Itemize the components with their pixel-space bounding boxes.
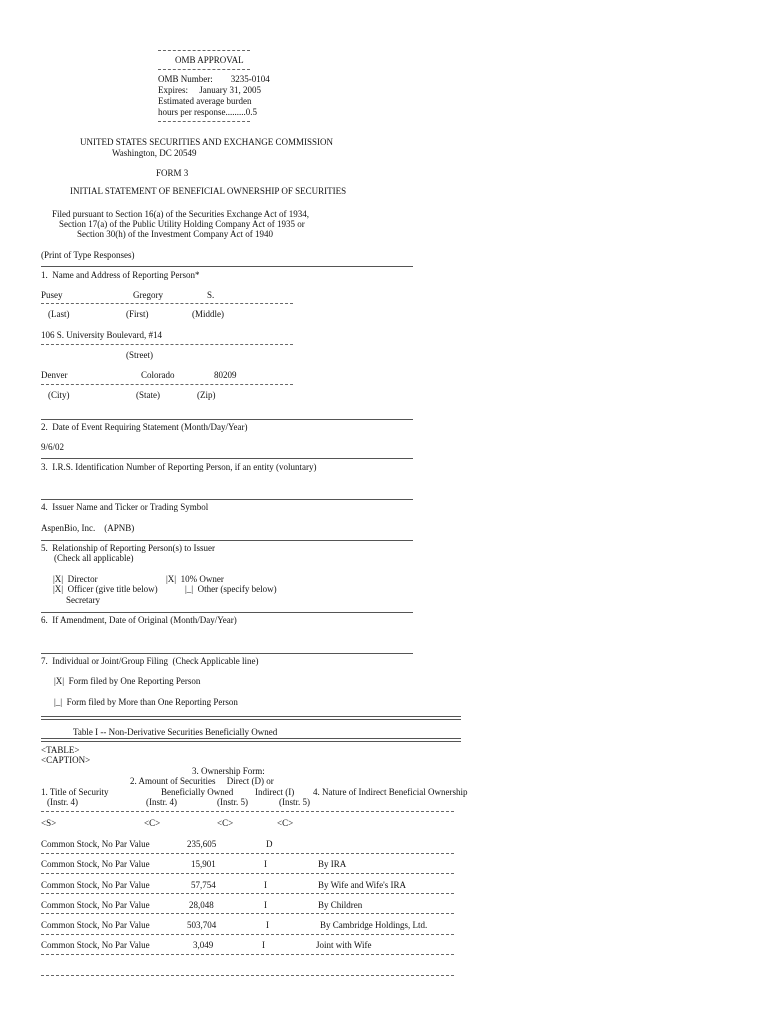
section-rule-2 xyxy=(41,419,413,420)
item2-label: 2. Date of Event Requiring Statement (Month/Day/Year) xyxy=(41,422,248,432)
row-1-form: D xyxy=(266,839,273,849)
name-first: Gregory xyxy=(133,290,163,300)
row-4-nature: By Children xyxy=(318,900,363,910)
row-2-nature: By IRA xyxy=(318,859,347,869)
form-number: FORM 3 xyxy=(156,168,189,178)
row-5-amount: 503,704 xyxy=(187,920,217,930)
section-rule-5 xyxy=(41,540,413,541)
name-last: Pusey xyxy=(41,290,63,300)
item6-label: 6. If Amendment, Date of Original (Month/Day/Year) xyxy=(41,615,237,625)
row-3-form: I xyxy=(264,880,267,890)
filed-line-1: Filed pursuant to Section 16(a) of the Securities Exchange Act of 1934, xyxy=(52,209,309,219)
zip-value: 80209 xyxy=(214,370,237,380)
col2-instr: (Instr. 4) xyxy=(146,797,177,807)
item2-value: 9/6/02 xyxy=(41,442,65,452)
print-instruction: (Print of Type Responses) xyxy=(41,250,135,260)
city-label: (City) xyxy=(48,390,70,400)
col3-header-b: Indirect (I) xyxy=(255,787,295,797)
omb-number: OMB Number: 3235-0104 xyxy=(158,74,270,84)
table-top-rule xyxy=(41,716,461,720)
officer-checkbox: |X| Officer (give title below) xyxy=(53,584,158,594)
row-5-rule xyxy=(41,934,454,935)
row-2-rule xyxy=(41,873,454,874)
row-1-amount: 235,605 xyxy=(187,839,217,849)
tag-c-3: <C> xyxy=(277,818,294,828)
officer-title: Secretary xyxy=(66,595,100,605)
section-rule-3 xyxy=(41,458,413,459)
street-label: (Street) xyxy=(126,350,153,360)
name-rule xyxy=(41,303,293,304)
owner-checkbox: |X| 10% Owner xyxy=(166,574,224,584)
tag-c-2: <C> xyxy=(217,818,234,828)
street-value: 106 S. University Boulevard, #14 xyxy=(41,330,162,340)
omb-bottom-rule xyxy=(158,121,250,122)
row-2-title: Common Stock, No Par Value xyxy=(41,859,150,869)
omb-burden-1: Estimated average burden xyxy=(158,96,252,106)
col4-header: 4. Nature of Indirect Beneficial Ownership xyxy=(313,787,468,797)
filed-line-2: Section 17(a) of the Public Utility Holding Company Act of 1935 or xyxy=(59,219,305,229)
omb-title: OMB APPROVAL xyxy=(175,55,244,65)
item3-label: 3. I.R.S. Identification Number of Reporting Person, if an entity (voluntary) xyxy=(41,462,317,472)
row-3-amount: 57,754 xyxy=(191,880,216,890)
row-3-rule xyxy=(41,893,454,894)
item4-value: AspenBio, Inc. (APNB) xyxy=(41,523,135,533)
row-1-rule xyxy=(41,853,454,854)
state-value: Colorado xyxy=(141,370,175,380)
omb-mid-rule xyxy=(158,69,250,70)
tag-c-1: <C> xyxy=(144,818,161,828)
row-5-nature: By Cambridge Holdings, Ltd. xyxy=(320,920,428,930)
row-3-nature: By Wife and Wife's IRA xyxy=(318,880,407,890)
col4-instr: (Instr. 5) xyxy=(279,797,310,807)
city-value: Denver xyxy=(41,370,68,380)
other-checkbox: |_| Other (specify below) xyxy=(185,584,277,594)
row-1-title: Common Stock, No Par Value xyxy=(41,839,150,849)
agency-city: Washington, DC 20549 xyxy=(112,148,197,158)
section-rule-7 xyxy=(41,653,413,654)
row-4-amount: 28,048 xyxy=(189,900,214,910)
tag-caption: <CAPTION> xyxy=(41,755,91,765)
col3-header-a: 3. Ownership Form: xyxy=(192,766,265,776)
table-title-rule xyxy=(41,738,461,742)
section-rule-1 xyxy=(41,266,413,267)
col2-header-b: Beneficially Owned xyxy=(161,787,234,797)
name-middle-label: (Middle) xyxy=(192,309,224,319)
item7-label: 7. Individual or Joint/Group Filing (Check Applicable line) xyxy=(41,656,259,666)
row-4-rule xyxy=(41,913,454,914)
tag-table: <TABLE> xyxy=(41,745,80,755)
row-6-nature: Joint with Wife xyxy=(316,940,372,950)
city-rule xyxy=(41,384,293,385)
omb-top-rule xyxy=(158,50,250,51)
omb-expires: Expires: January 31, 2005 xyxy=(158,85,261,95)
row-5-form: I xyxy=(266,920,269,930)
row-6-rule xyxy=(41,954,454,955)
one-person-checkbox: |X| Form filed by One Reporting Person xyxy=(54,676,201,686)
row-2-form: I xyxy=(264,859,267,869)
item5-label: 5. Relationship of Reporting Person(s) to Issuer xyxy=(41,543,215,553)
state-label: (State) xyxy=(136,390,160,400)
street-rule xyxy=(41,344,293,345)
row-6-amount: 3,049 xyxy=(193,940,214,950)
zip-label: (Zip) xyxy=(197,390,216,400)
row-6-title: Common Stock, No Par Value xyxy=(41,940,150,950)
item4-label: 4. Issuer Name and Ticker or Trading Symbol xyxy=(41,502,209,512)
col1-instr: (Instr. 4) xyxy=(47,797,78,807)
row-2-amount: 15,901 xyxy=(191,859,216,869)
table-bottom-rule xyxy=(41,975,454,976)
col2-header-a: 2. Amount of Securities Direct (D) or xyxy=(130,776,274,786)
section-rule-6 xyxy=(41,612,413,613)
more-persons-checkbox: |_| Form filed by More than One Reporting Person xyxy=(54,697,238,707)
table-title: Table I -- Non-Derivative Securities Beneficially Owned xyxy=(73,727,278,737)
director-checkbox: |X| Director xyxy=(53,574,98,584)
item1-label: 1. Name and Address of Reporting Person* xyxy=(41,270,200,280)
row-4-title: Common Stock, No Par Value xyxy=(41,900,150,910)
row-4-form: I xyxy=(264,900,267,910)
agency-name: UNITED STATES SECURITIES AND EXCHANGE COMMISSION xyxy=(80,137,334,147)
section-rule-4 xyxy=(41,499,413,500)
name-first-label: (First) xyxy=(126,309,149,319)
header-rule xyxy=(41,811,454,812)
name-last-label: (Last) xyxy=(48,309,70,319)
row-5-title: Common Stock, No Par Value xyxy=(41,920,150,930)
filed-line-3: Section 30(h) of the Investment Company Act of 1940 xyxy=(77,229,273,239)
omb-burden-2: hours per response.........0.5 xyxy=(158,107,257,117)
form-title: INITIAL STATEMENT OF BENEFICIAL OWNERSHIP OF SECURITIES xyxy=(70,186,347,196)
col3-instr: (Instr. 5) xyxy=(217,797,248,807)
item5-sub: (Check all applicable) xyxy=(54,553,134,563)
row-6-form: I xyxy=(262,940,265,950)
name-middle: S. xyxy=(207,290,215,300)
tag-s: <S> xyxy=(41,818,57,828)
col1-header: 1. Title of Security xyxy=(41,787,109,797)
row-3-title: Common Stock, No Par Value xyxy=(41,880,150,890)
